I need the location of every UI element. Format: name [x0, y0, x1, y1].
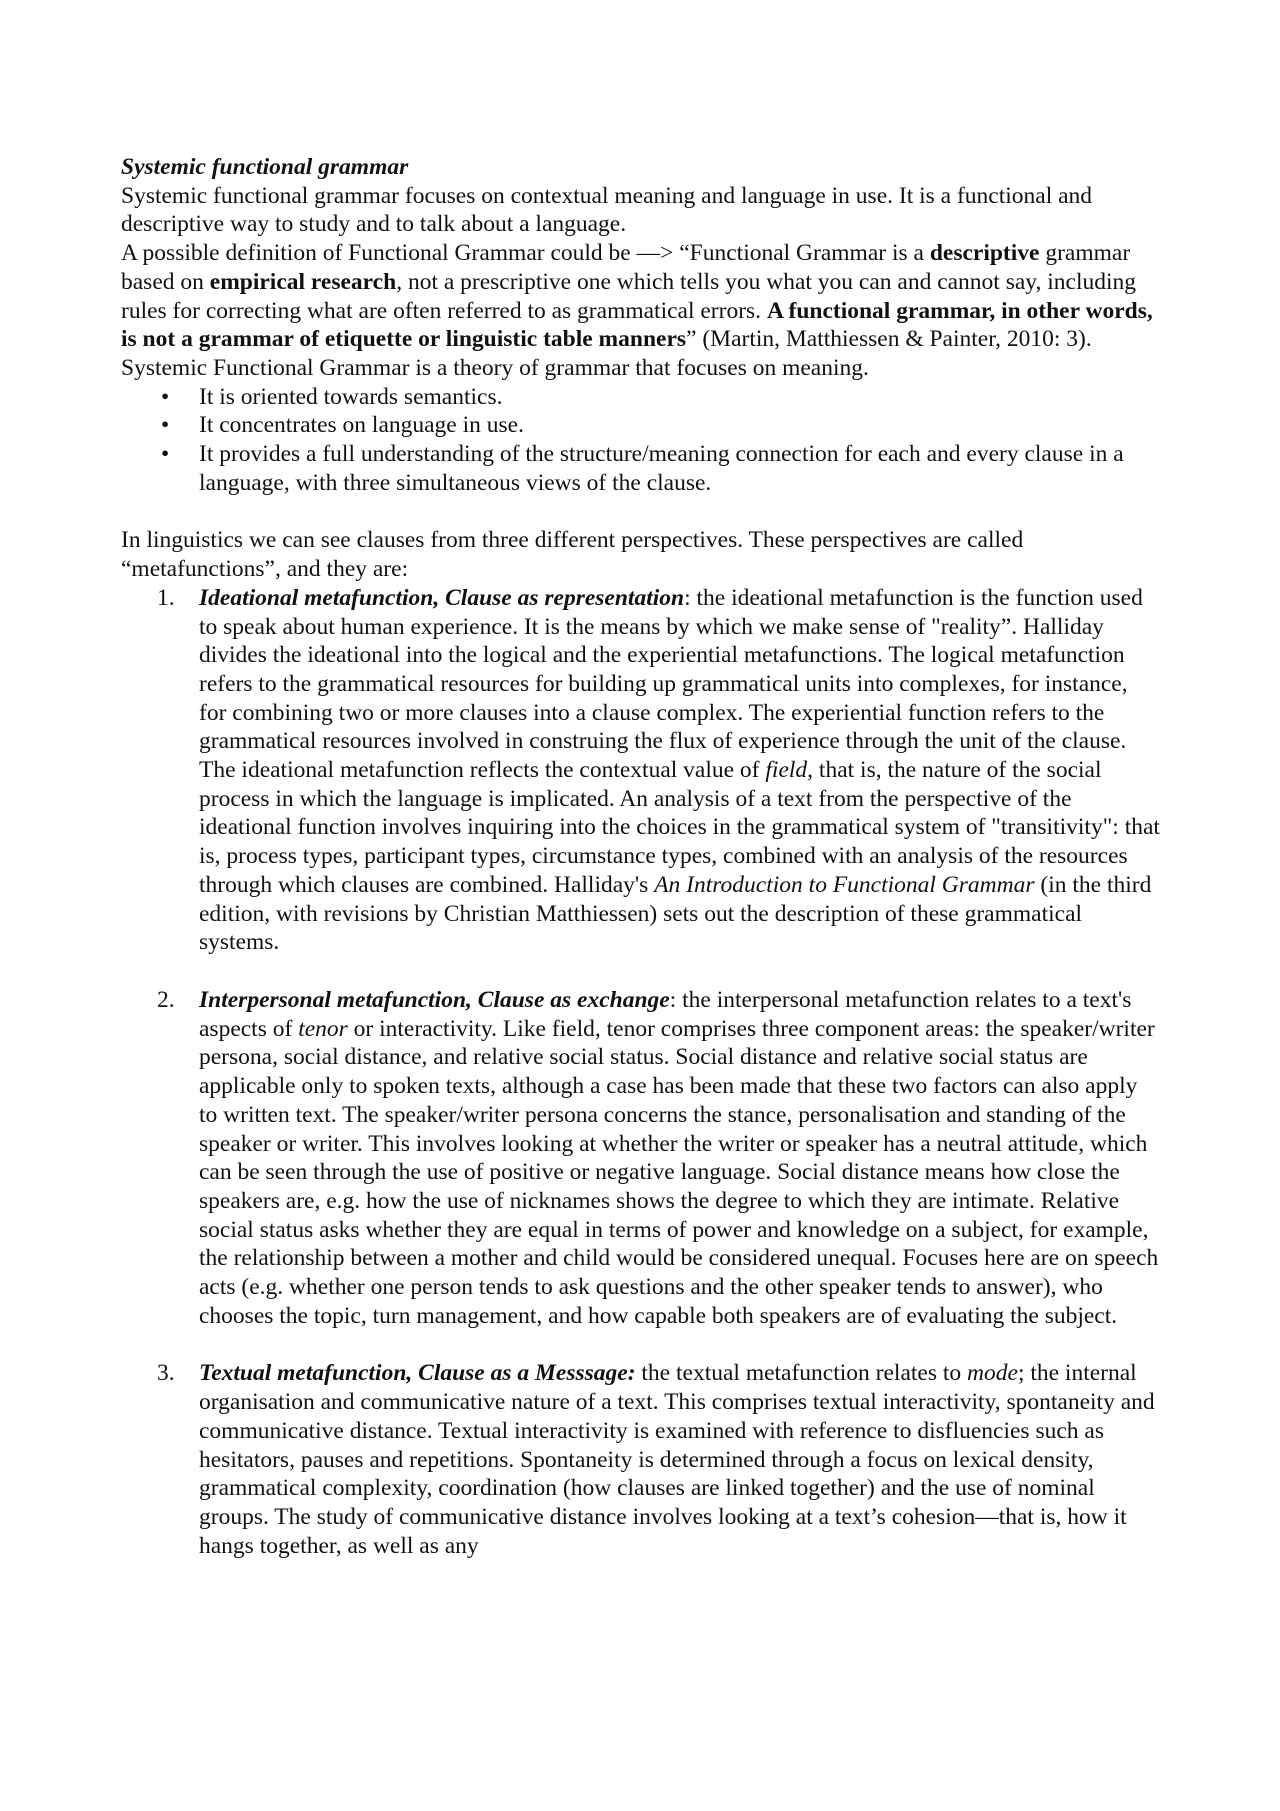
definition-mid-1: grammar based on — [121, 240, 1131, 295]
paragraph-spacer — [121, 497, 1160, 526]
list-number: 3. — [157, 1360, 175, 1387]
bullet-marker: • — [161, 383, 170, 410]
metafunction-ideational — [121, 584, 1160, 957]
document-title: Systemic functional grammar — [121, 154, 409, 180]
metafunction-list — [121, 584, 1160, 1561]
definition-bold-descriptive: descriptive — [929, 240, 1040, 267]
bullet-text: It provides a full understanding of the structure/meaning connection for each and every clause in a language, with three simultaneous views of the clause. — [199, 441, 1124, 496]
metafunction-heading: Ideational metafunction, Clause as representation — [199, 584, 685, 611]
intro-paragraph: Systemic functional grammar focuses on contextual meaning and language in use. It is a functional and descriptive way to study and to talk about a language. — [121, 182, 1093, 238]
definition-paragraph — [121, 239, 1160, 354]
bullet-marker: • — [161, 441, 170, 468]
list-item — [121, 411, 1160, 440]
list-number: 2. — [157, 986, 175, 1013]
metafunction-interpersonal — [121, 986, 1160, 1330]
metafunction-text: or interactivity. Like field, tenor comprises three component areas: the speaker/writer persona, social distance, and relative social status. Social distance and relative social status are applicable only to spoken texts, although a case has been made that these two factors can also apply to written text. The speaker/writer persona concerns the stance, personalisation and standing of the speaker or writer. This involves looking at whether the writer or speaker has a neutral attitude, which can be seen through the use of positive or negative language. Social distance means how close the speakers are, e.g. how the use of nicknames shows the degree to which they are intimate. Relative social status asks whether they are equal in terms of power and knowledge on a subject, for example, the relationship between a mother and child would be considered unequal. Focuses here are on speech acts (e.g. whether one person tends to ask questions and the other speaker tends to answer), who chooses the topic, turn management, and how capable both speakers are of evaluating the subject. — [199, 1015, 1159, 1329]
metafunction-text: that is, the nature of the social process in which the language is implicated. An analysis of a text from the perspective of the ideational function involves inquiring into the choices in the grammatical system of "transitivity": that is, process types, participant types, circumstance types, combined with an analysis of the resources through which clauses are combined. Halliday's — [199, 757, 1160, 898]
metafunction-text: the textual metafunction relates to — [635, 1360, 968, 1387]
metafunction-textual — [121, 1359, 1160, 1560]
metafunction-italic-term: field, — [765, 757, 814, 784]
list-number: 1. — [157, 584, 175, 611]
bullet-text: It is oriented towards semantics. — [199, 383, 503, 410]
definition-bold-empirical: empirical research — [209, 268, 397, 295]
list-item — [121, 383, 1160, 412]
bullet-text: It concentrates on language in use. — [199, 412, 524, 439]
perspectives-paragraph: In linguistics we can see clauses from three different perspectives. These perspectives are called “metafunctions”, and they are: — [121, 527, 1024, 583]
metafunction-text: : the ideational metafunction is the function used to speak about human experience. It is the means by which we make sense of "reality”. Halliday divides the ideational into the logical and the experiential metafunctions. The logical metafunction refers to the grammatical resources for building up grammatical units into complexes, for instance, for combining two or more clauses into a clause complex. The experiential function refers to the grammatical resources involved in construing the flux of experience through the unit of the clause. The ideational metafunction reflects the contextual value of — [199, 584, 1143, 784]
bullet-list — [121, 383, 1160, 498]
metafunction-text: : the interpersonal metafunction relates to a text's aspects of — [199, 986, 1132, 1042]
metafunction-heading: Interpersonal metafunction, Clause as exchange — [199, 986, 670, 1013]
metafunction-heading: Textual metafunction, Clause as a Messsage: — [199, 1360, 636, 1387]
theory-paragraph: Systemic Functional Grammar is a theory of grammar that focuses on meaning. — [121, 354, 869, 381]
definition-mid-2: , not a prescriptive one which tells you what you can and cannot say, including rules for correcting what are often referred to as grammatical errors. — [121, 268, 1137, 324]
metafunction-italic-term: mode — [967, 1360, 1018, 1387]
book-title: An Introduction to Functional Grammar — [654, 871, 1035, 898]
metafunction-text: ; the internal organisation and communicative nature of a text. This comprises textual interactivity, spontaneity and communicative distance. Textual interactivity is examined with reference to disfluencies such as hesitators, pauses and repetitions. Spontaneity is determined through a focus on lexical density, grammatical complexity, coordination (how clauses are linked together) and the use of nominal groups. The study of communicative distance involves looking at a text’s cohesion—that is, how it hangs together, as well as any — [199, 1360, 1155, 1559]
bullet-marker: • — [161, 412, 170, 439]
definition-lead: A possible definition of Functional Grammar could be —> “Functional Grammar is a — [121, 240, 930, 267]
definition-bold-quote: A functional grammar, in other words, is not a grammar of etiquette or linguistic table manners — [121, 297, 1153, 353]
definition-citation: ” (Martin, Matthiessen & Painter, 2010: 3). — [686, 326, 1092, 353]
metafunction-text: (in the third edition, with revisions by Christian Matthiessen) sets out the description of these grammatical systems. — [199, 871, 1152, 956]
metafunction-italic-term: tenor — [298, 1015, 348, 1042]
list-item — [121, 440, 1160, 497]
